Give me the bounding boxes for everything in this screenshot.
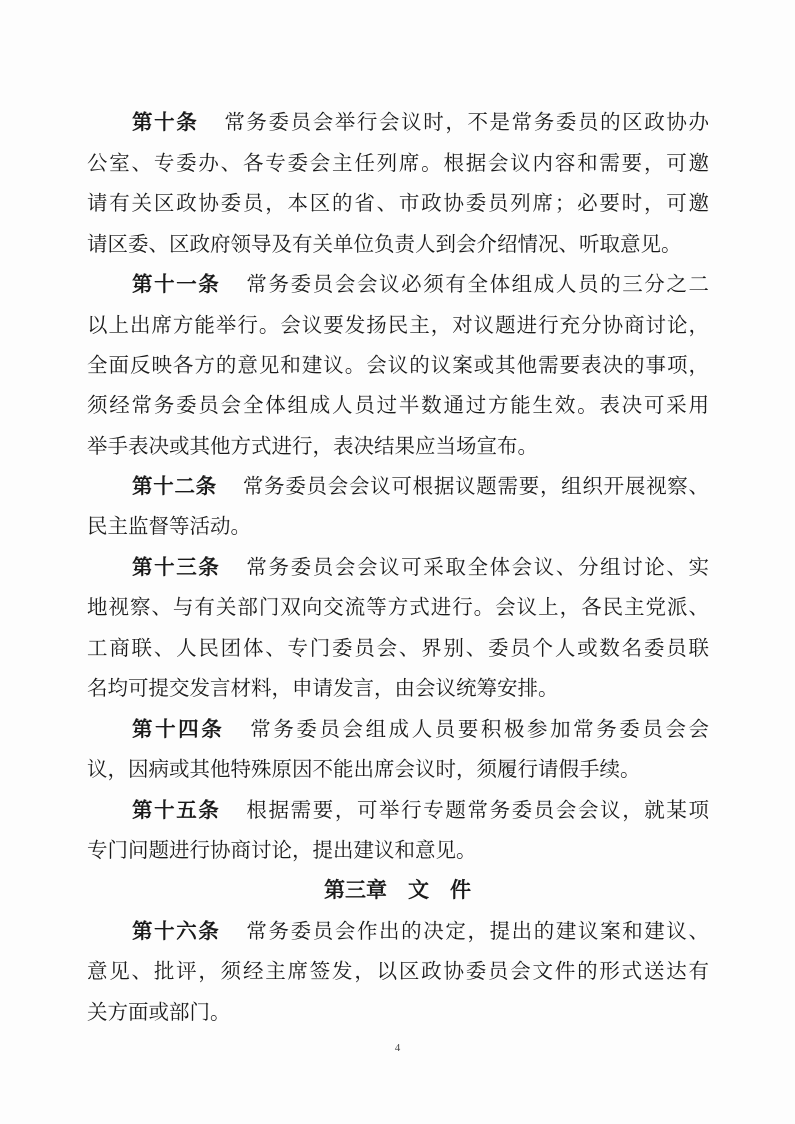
- article-10-line-3: 请有关区政协委员，本区的省、市政协委员列席；必要时，可邀: [87, 191, 709, 215]
- article-10-line-4: 请区委、区政府领导及有关单位负责人到会介绍情况、听取意见。: [87, 232, 682, 256]
- article-12-label: 第十二条: [132, 474, 217, 498]
- article-14-text-1: 常务委员会组成人员要积极参加常务委员会会: [250, 717, 709, 741]
- article-12-line-2: 民主监督等活动。: [87, 514, 251, 538]
- article-12-line-1: [132, 466, 709, 506]
- article-16-text-1: 常务委员会作出的决定，提出的建议案和建议、: [246, 919, 709, 943]
- article-15-label: 第十五条: [132, 798, 221, 822]
- article-13-line-2: 地视察、与有关部门双向交流等方式进行。会议上，各民主党派、: [87, 595, 709, 619]
- article-12-text-1: 常务委员会会议可根据议题需要，组织开展视察、: [242, 474, 709, 498]
- article-11-line-4: 须经常务委员会全体组成人员过半数通过方能生效。表决可采用: [87, 393, 709, 417]
- article-14-line-1: [132, 709, 709, 749]
- article-15-line-1: [132, 790, 709, 830]
- article-16-line-2: 意见、批评，须经主席签发，以区政协委员会文件的形式送达有: [87, 959, 709, 983]
- article-16-line-1: [132, 911, 709, 951]
- article-11-text-1: 常务委员会会议必须有全体组成人员的三分之二: [246, 272, 709, 296]
- page-number: 4: [394, 1042, 401, 1054]
- article-10-label: 第十条: [132, 110, 199, 134]
- article-13-line-4: 名均可提交发言材料，申请发言，由会议统筹安排。: [87, 676, 559, 700]
- article-13-label: 第十三条: [132, 555, 221, 579]
- article-10-line-1: [132, 102, 709, 142]
- article-15-line-2: 专门问题进行协商讨论，提出建议和意见。: [87, 838, 477, 862]
- article-16-line-3: 关方面或部门。: [87, 1000, 231, 1024]
- chapter-heading: 第三章 文 件: [324, 878, 471, 902]
- article-11-line-5: 举手表决或其他方式进行，表决结果应当场宣布。: [87, 434, 538, 458]
- article-11-line-2: 以上出席方能举行。会议要发扬民主，对议题进行充分协商讨论，: [87, 313, 709, 337]
- article-15-text-1: 根据需要，可举行专题常务委员会会议，就某项: [246, 798, 709, 822]
- article-14-label: 第十四条: [132, 717, 225, 741]
- article-11-label: 第十一条: [132, 272, 221, 296]
- article-16-label: 第十六条: [132, 919, 221, 943]
- article-11-line-3: 全面反映各方的意见和建议。会议的议案或其他需要表决的事项，: [87, 353, 709, 377]
- article-13-line-3: 工商联、人民团体、专门委员会、界别、委员个人或数名委员联: [87, 636, 709, 660]
- article-13-line-1: [132, 547, 709, 587]
- article-13-text-1: 常务委员会会议可采取全体会议、分组讨论、实: [246, 555, 709, 579]
- article-10-text-1: 常务委员会举行会议时，不是常务委员的区政协办: [224, 110, 709, 134]
- article-14-line-2: 议，因病或其他特殊原因不能出席会议时，须履行请假手续。: [87, 757, 641, 781]
- article-11-line-1: [132, 264, 709, 304]
- article-10-line-2: 公室、专委办、各专委会主任列席。根据会议内容和需要，可邀: [87, 151, 709, 175]
